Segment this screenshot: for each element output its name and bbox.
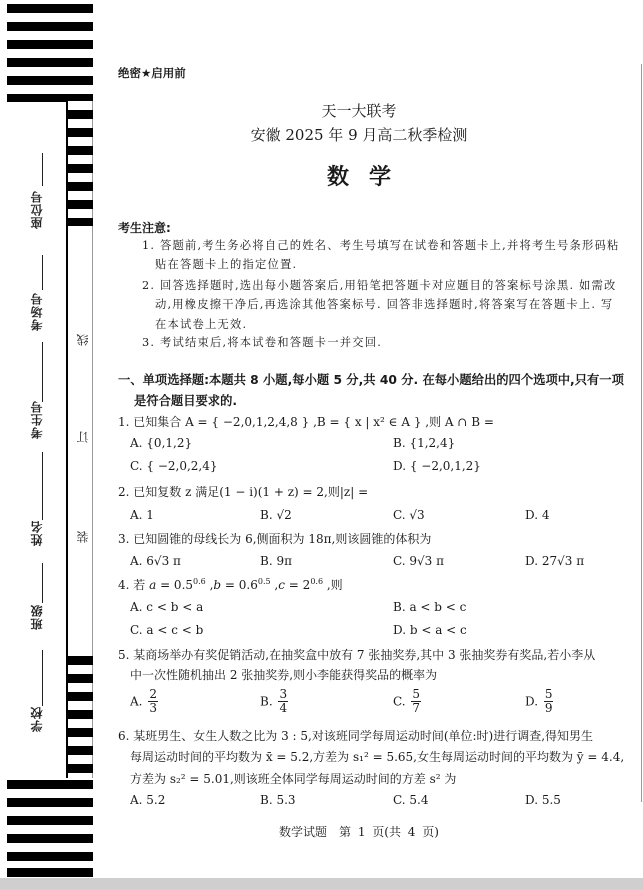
question-4-option-d[interactable]: D. b < a < c [393,623,467,637]
stripe [7,58,93,67]
question-4-option-b[interactable]: B. a < b < c [393,600,467,614]
exam-name: 安徽 2025 年 9 月高二秋季检测 [250,126,468,144]
candidate-number-label: 考生号 [30,400,44,439]
denominator: 9 [544,701,553,715]
class-label: 班级 [30,604,44,630]
notice-line: 3. 考试结束后,将本试卷和答题卡一并交回. [142,336,382,349]
stripe [7,780,93,789]
seat-number-label: 座位号 [30,190,44,229]
school-label: 学校 [30,706,44,732]
exam-organizer: 天一大联考 [321,102,397,120]
stripe [7,22,93,31]
question-4-option-c[interactable]: C. a < c < b [130,623,204,637]
question-5-stem-cont: 中一次性随机抽出 2 张抽奖券,则小李能获得奖品的概率为 [130,668,438,682]
stripe [7,4,93,13]
stripe [7,852,93,861]
question-2-stem: 2. 已知复数 z 满足(1 − i)(1 + z) = 2,则|z| = [118,485,369,499]
question-1-option-b[interactable]: B. {1,2,4} [393,436,456,450]
exam-room-label: 考场号 [30,292,44,331]
notice-line: 1. 答题前,考生务必将自己的姓名、考生号填写在试卷和答题卡上,并将考生号条形码粘 [142,239,620,252]
question-2-option-b[interactable]: B. √2 [260,508,292,522]
question-3-option-c[interactable]: C. 9√3 π [393,554,444,568]
name-blank[interactable] [42,452,43,520]
question-1-option-d[interactable]: D. { −2,0,1,2} [393,459,481,473]
exam-room-blank[interactable] [42,255,43,290]
question-6-stem: 6. 某班男生、女生人数之比为 3 : 5,对该班同学每周运动时间(单位:时)进行调查,得知男生 [118,729,594,743]
question-6-option-d[interactable]: D. 5.5 [525,793,561,807]
question-5-option-a[interactable] [130,688,158,715]
subject-title: 数学 [326,165,411,190]
stripe [68,710,93,719]
question-2-option-a[interactable]: A. 1 [130,508,154,522]
name-label: 姓名 [30,520,44,546]
question-5-stem: 5. 某商场举办有奖促销活动,在抽奖盒中放有 7 张抽奖券,其中 3 张抽奖券有奖品,若小李从 [118,648,596,662]
question-1-option-c[interactable]: C. { −2,0,2,4} [130,459,218,473]
question-1-stem: 1. 已知集合 A = { −2,0,1,2,4,8 } ,B = { x | x² ∈ A } ,则 A ∩ B = [118,415,494,429]
denominator: 4 [279,701,288,715]
page-footer: 数学试题 第 1 页(共 4 页) [279,825,439,839]
notice-line: 动,用橡皮擦干净后,再选涂其他答案标号. 回答非选择题时,将答案写在答题卡上. 写 [155,298,614,311]
question-3-option-b[interactable]: B. 9π [260,554,292,568]
question-2-option-d[interactable]: D. 4 [525,508,550,522]
numerator: 3 [279,687,288,701]
stripe [68,728,93,737]
question-6-stem-cont: 每周运动时间的平均数为 x̄ = 5.2,方差为 s₁² = 5.65,女生每周运动时间的平均数为 ȳ = 4.4, [130,750,625,764]
stripe [68,218,93,226]
secret-mark: 绝密★启用前 [118,66,186,80]
section-heading: 一、单项选择题:本题共 8 小题,每小题 5 分,共 40 分. 在每小题给出的四个选项中,只有一项 [118,373,624,387]
question-5-option-d[interactable] [525,688,553,715]
section-heading-cont: 是符合题目要求的. [134,394,238,408]
question-2-option-c[interactable]: C. √3 [393,508,425,522]
question-6-option-b[interactable]: B. 5.3 [260,793,296,807]
viewer-bottom-edge [0,878,643,889]
notice-line: 贴在答题卡上的指定位置. [155,258,298,271]
stripe [7,798,93,807]
question-6-option-c[interactable]: C. 5.4 [393,793,429,807]
question-5-option-c[interactable] [393,688,421,715]
numerator: 2 [149,687,157,701]
notice-line: 2. 回答选择题时,选出每小题答案后,用铅笔把答题卡对应题目的答案标号涂黑. 如需改 [142,279,617,292]
question-1-option-a[interactable]: A. {0,1,2} [130,436,193,450]
denominator: 3 [149,701,157,715]
question-3-stem: 3. 已知圆锥的母线长为 6,侧面积为 18π,则该圆锥的体积为 [118,532,432,546]
notice-title: 考生注意: [118,221,171,235]
stripe [68,200,93,209]
cut-line-label-xian: 线 [76,334,90,346]
question-6-stem-cont: 方差为 s₂² = 5.01,则该班全体同学每周运动时间的方差 s² 为 [130,772,457,786]
stripe [68,746,93,755]
option-letter: A. [130,694,143,709]
option-letter: D. [525,694,539,709]
stripe [68,764,93,773]
question-3-option-a[interactable]: A. 6√3 π [130,554,181,568]
stripe [7,40,93,49]
numerator: 5 [412,687,421,701]
stripe [68,656,93,665]
question-4-option-a[interactable]: A. c < b < a [130,600,204,614]
stripe [7,868,93,877]
school-blank[interactable] [42,650,43,706]
question-4-text: 4. 若 $a = 0.5^{0.6}$ $,b = 0.6^{0.5}$ $,c = 2^{0.6}$ ,则 [118,577,343,592]
stripe [68,674,93,683]
option-letter: C. [393,694,406,709]
question-6-option-a[interactable]: A. 5.2 [130,793,166,807]
stripe [68,146,93,155]
candidate-number-blank[interactable] [42,342,43,402]
stripe [68,692,93,701]
question-5-option-b[interactable] [260,688,288,715]
denominator: 7 [412,701,421,715]
cut-line-label-zhuang: 装 [76,531,90,543]
notice-line: 在本试卷上无效. [155,318,248,331]
question-3-option-d[interactable]: D. 27√3 π [525,554,585,568]
question-4-stem [118,576,343,593]
numerator: 5 [544,687,553,701]
option-letter: B. [260,694,273,709]
cut-line-label-ding: 订 [76,431,90,443]
stripe [7,76,93,85]
class-blank[interactable] [42,563,43,603]
